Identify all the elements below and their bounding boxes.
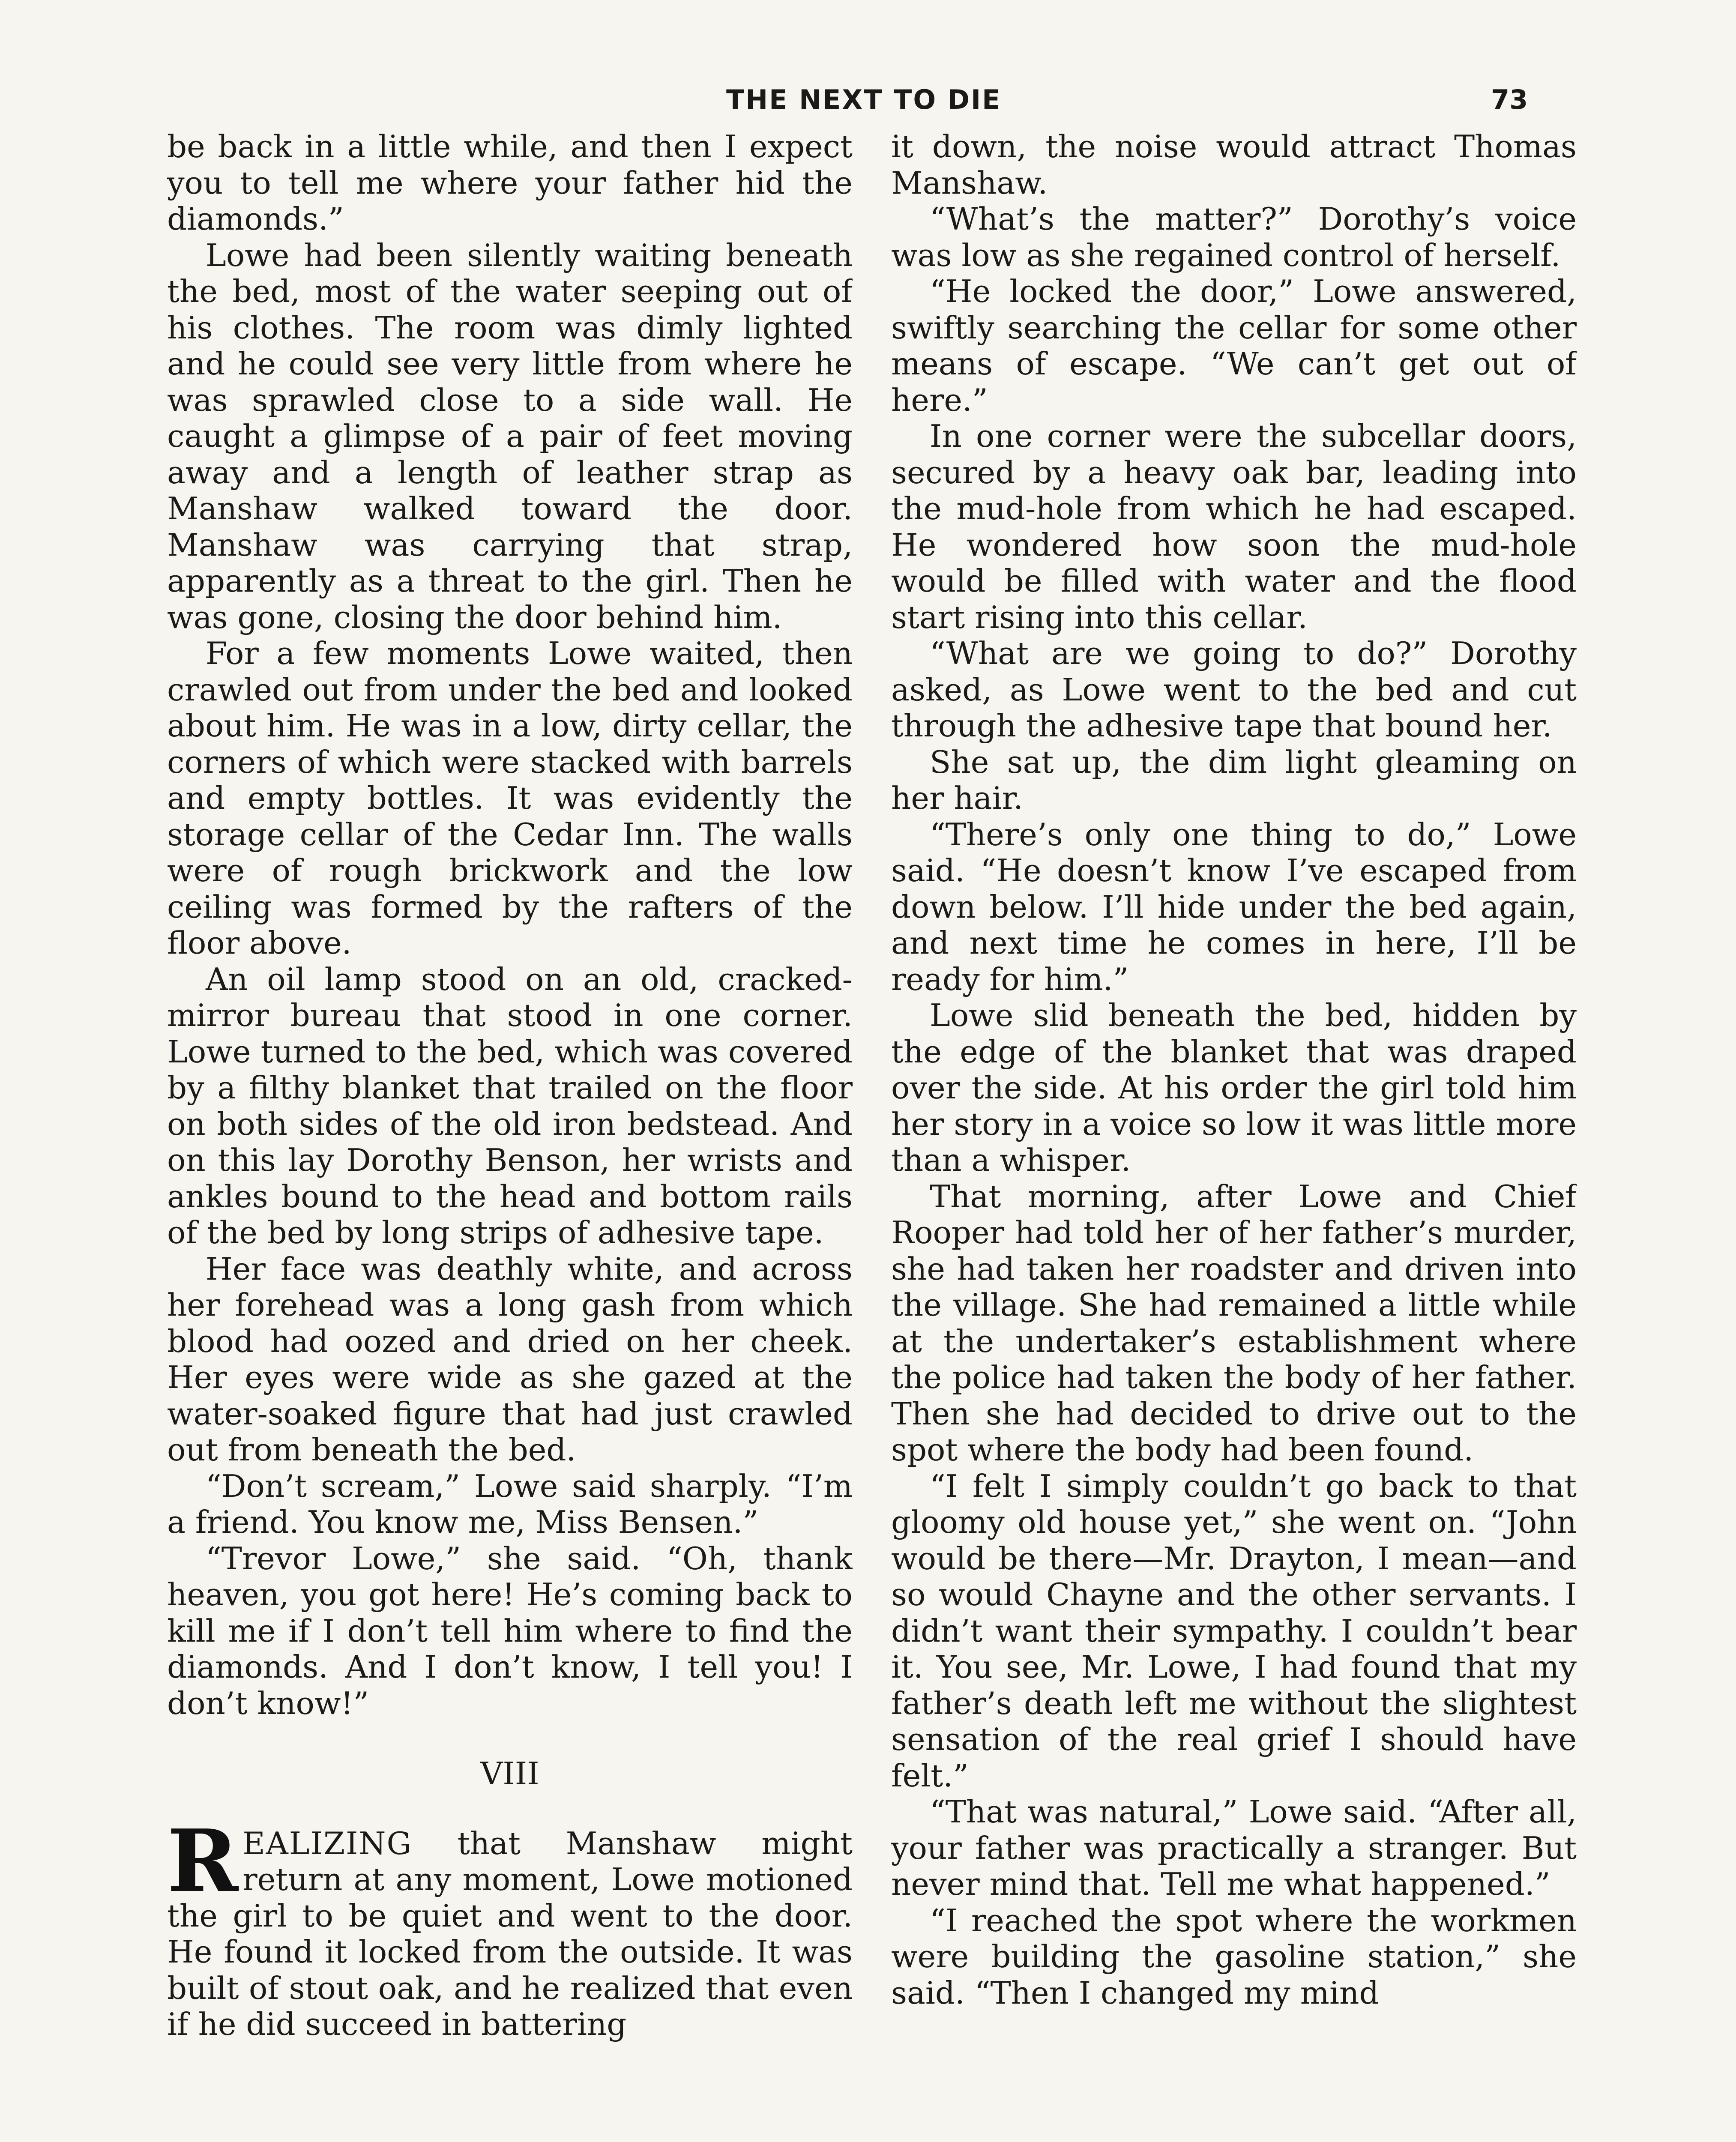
paragraph: “What are we going to do?” Dorothy asked, as Lowe went to the bed and cut through the adhesive tape that bound her. [891, 635, 1577, 744]
right-text-column [891, 129, 1577, 2142]
dropcap-smallcaps: EALIZING [242, 1825, 413, 1861]
paragraph: “Trevor Lowe,” she said. “Oh, thank heaven, you got here! He’s coming back to kill me if I don’t tell him where to find the diamonds. And I don’t know, I tell you! I don’t know!” [167, 1540, 853, 1721]
paragraph: An oil lamp stood on an old, cracked-mirror bureau that stood in one corner. Lowe turned to the bed, which was covered by a filthy blanket that trailed on the floor on both sides of the old iron bedstead. And on this lay Dorothy Benson, her wrists and ankles bound to the head and bottom rails of the bed by long strips of adhesive tape. [167, 961, 853, 1250]
paragraph: it down, the noise would attract Thomas Manshaw. [891, 129, 1577, 201]
paragraph: That morning, after Lowe and Chief Rooper had told her of her father’s murder, she had taken her roadster and driven into the village. She had remained a little while at the undertaker’s establishment where the police had taken the body of her father. Then she had decided to drive out to the spot where the body had been found. [891, 1178, 1577, 1468]
paragraph: For a few moments Lowe waited, then crawled out from under the bed and looked about him. He was in a low, dirty cellar, the corners of which were stacked with barrels and empty bottles. It was evidently the storage cellar of the Cedar Inn. The walls were of rough brickwork and the low ceiling was formed by the rafters of the floor above. [167, 635, 853, 961]
paragraph: “There’s only one thing to do,” Lowe said. “He doesn’t know I’ve escaped from down below. I’ll hide under the bed again, and next time he comes in here, I’ll be ready for him.” [891, 816, 1577, 997]
paragraph: “Don’t scream,” Lowe said sharply. “I’m a friend. You know me, Miss Bensen.” [167, 1468, 853, 1540]
paragraph: Lowe slid beneath the bed, hidden by the edge of the blanket that was draped over the side. At his order the girl told him her story in a voice so low it was little more than a whisper. [891, 997, 1577, 1178]
paragraph: “I felt I simply couldn’t go back to that gloomy old house yet,” she went on. “John would be there—Mr. Drayton, I mean—and so would Chayne and the other servants. I didn’t want their sympathy. I couldn’t bear it. You see, Mr. Lowe, I had found that my father’s death left me without the slightest sensation of the real grief I should have felt.” [891, 1468, 1577, 1794]
running-header-title: THE NEXT TO DIE [726, 84, 1002, 115]
dropcap-letter: R [167, 1810, 239, 1912]
page-number: 73 [1491, 84, 1528, 115]
paragraph: Her face was deathly white, and across her forehead was a long gash from which blood had oozed and dried on her cheek. Her eyes were wide as she gazed at the water-soaked figure that had just crawled out from beneath the bed. [167, 1250, 853, 1468]
paragraph: “What’s the matter?” Dorothy’s voice was low as she regained control of herself. [891, 201, 1577, 273]
dropcap-paragraph-text: that Manshaw might return at any moment, Lowe motioned the girl to be quiet and went to the door. He found it locked from the outside. It was built of stout oak, and he realized that even if he did succeed in battering [167, 1825, 853, 2042]
paragraph: She sat up, the dim light gleaming on her hair. [891, 744, 1577, 816]
paragraph: “He locked the door,” Lowe answered, swiftly searching the cellar for some other means of escape. “We can’t get out of here.” [891, 273, 1577, 418]
paragraph: “I reached the spot where the workmen were building the gasoline station,” she said. “Then I changed my mind [891, 1902, 1577, 2011]
paragraph: “That was natural,” Lowe said. “After all, your father was practically a stranger. But never mind that. Tell me what happened.” [891, 1794, 1577, 1902]
dropcap-paragraph [167, 1810, 853, 2043]
paragraph: be back in a little while, and then I expect you to tell me where your father hid the diamonds.” [167, 129, 853, 237]
paragraph: Lowe had been silently waiting beneath the bed, most of the water seeping out of his clothes. The room was dimly lighted and he could see very little from where he was sprawled close to a side wall. He caught a glimpse of a pair of feet moving away and a length of leather strap as Manshaw walked toward the door. Manshaw was carrying that strap, apparently as a threat to the girl. Then he was gone, closing the door behind him. [167, 237, 853, 635]
paragraph: In one corner were the subcellar doors, secured by a heavy oak bar, leading into the mud-hole from which he had escaped. He wondered how soon the mud-hole would be filled with water and the flood start rising into this cellar. [891, 418, 1577, 635]
chapter-heading: VIII [480, 1756, 539, 1792]
left-text-column [167, 129, 853, 2142]
